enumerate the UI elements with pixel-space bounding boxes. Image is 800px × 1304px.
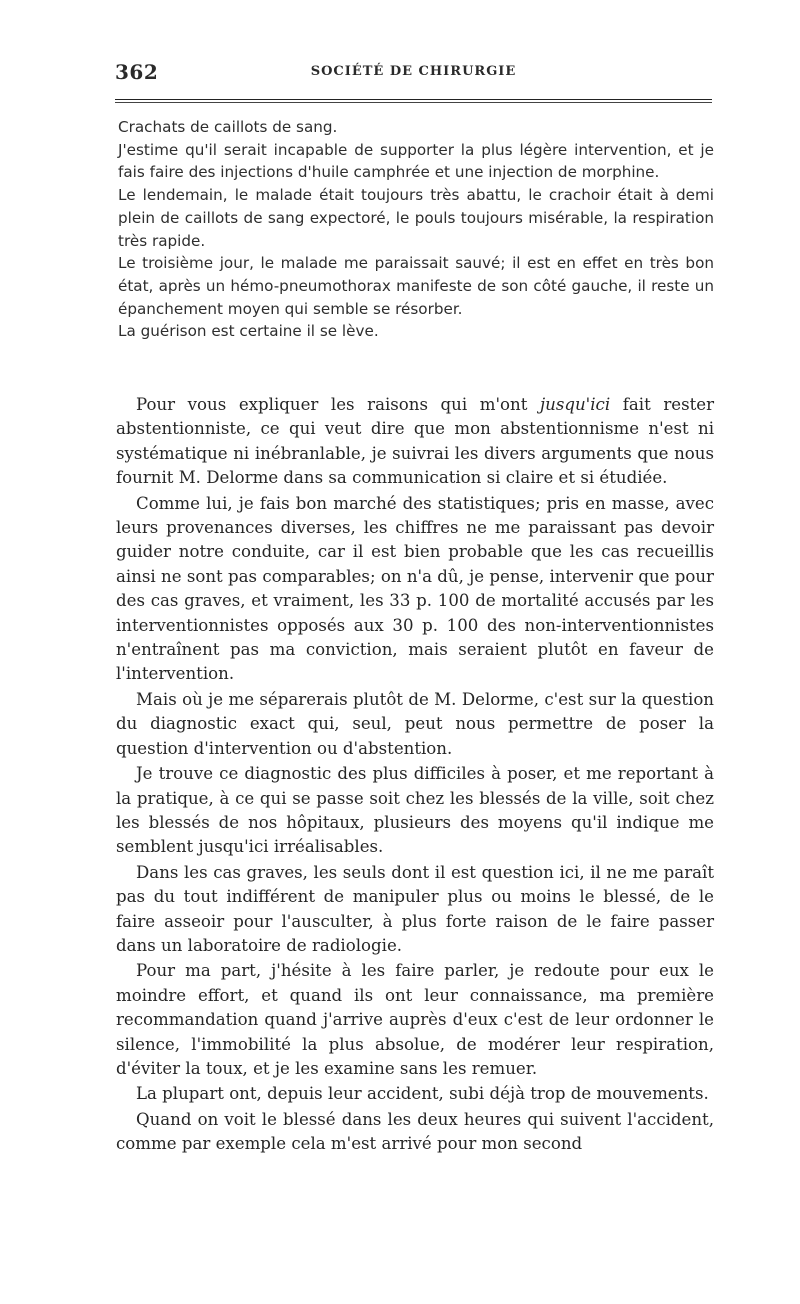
main-text xyxy=(116,393,714,1158)
header-rule-thin xyxy=(115,102,712,103)
body-paragraph xyxy=(116,393,714,491)
italic-term: jusqu'ici xyxy=(540,395,611,414)
header-rule xyxy=(115,99,712,100)
case-note: J'estime qu'il serait incapable de supporter la plus légère intervention, et je fais faire des injections d'huile camphrée et une injection de morphine. xyxy=(118,140,714,182)
case-note: La guérison est certaine il se lève. xyxy=(118,322,379,341)
paragraph-text: fait rester abstentionniste, ce qui veut dire que mon abstentionnisme n'est ni systématique ni inébranlable, je suivrai les divers arguments que nous fournit M. Delorme dans sa communication si claire et si étudiée. xyxy=(116,395,715,488)
case-note: Le lendemain, le malade était toujours très abattu, le crachoir était à demi plein de caillots de sang expectoré, le pouls toujours misérable, la respiration très rapide. xyxy=(118,186,714,250)
page-header xyxy=(115,58,712,88)
body-paragraph: Dans les cas graves, les seuls dont il est question ici, il ne me paraît pas du tout indifférent de manipuler plus ou moins le blessé, de le faire asseoir pour l'ausculter, à plus forte raison de le faire passer dans un laboratoire de radiologie. xyxy=(116,862,714,955)
body-paragraph: Comme lui, je fais bon marché des statistiques; pris en masse, avec leurs provenances diverses, les chiffres ne me paraissant pas devoir guider notre conduite, car il est bien probable que les cas recueillis ainsi ne sont pas comparables; on n'a dû, je pense, intervenir que pour des cas graves, et vraiment, les 33 p. 100 de mortalité accusés par les interventionnistes opposés aux 30 p. 100 des non-interventionnistes n'entraînent pas ma conviction, mais seraient plutôt en faveur de l'intervention. xyxy=(116,493,714,684)
case-note: Crachats de caillots de sang. xyxy=(118,118,338,136)
body-paragraph: Je trouve ce diagnostic des plus difficiles à poser, et me reportant à la pratique, à ce qui se passe soit chez les blessés de la ville, soit chez les blessés de nos hôpitaux, plusieurs des moyens qu'il indique me semblent jusqu'ici irréalisables. xyxy=(116,764,714,857)
paragraph-text: Pour vous expliquer les raisons qui m'ont xyxy=(136,395,540,414)
page-number: 362 xyxy=(115,60,159,84)
body-paragraph: Pour ma part, j'hésite à les faire parler, je redoute pour eux le moindre effort, et quand ils ont leur connaissance, ma première recommandation quand j'arrive auprès d'eux c'est de leur ordonner le silence, l'immobilité la plus absolue, de modérer leur respiration, d'éviter la toux, et je les examine sans les remuer. xyxy=(116,961,714,1078)
body-paragraph: Mais où je me séparerais plutôt de M. Delorme, c'est sur la question du diagnostic exact qui, seul, peut nous permettre de poser la question d'intervention ou d'abstention. xyxy=(116,689,714,758)
body-paragraph: La plupart ont, depuis leur accident, subi déjà trop de mouvements. xyxy=(136,1084,709,1104)
case-note: Le troisième jour, le malade me paraissait sauvé; il est en effet en très bon état, après un hémo-pneumothorax manifeste de son côté gauche, il reste un épanchement moyen qui semble se résorber. xyxy=(118,254,714,318)
running-head: SOCIÉTÉ DE CHIRURGIE xyxy=(310,64,517,79)
case-notes xyxy=(118,116,714,343)
body-paragraph: Quand on voit le blessé dans les deux heures qui suivent l'accident, comme par exemple cela m'est arrivé pour mon second xyxy=(116,1109,714,1154)
